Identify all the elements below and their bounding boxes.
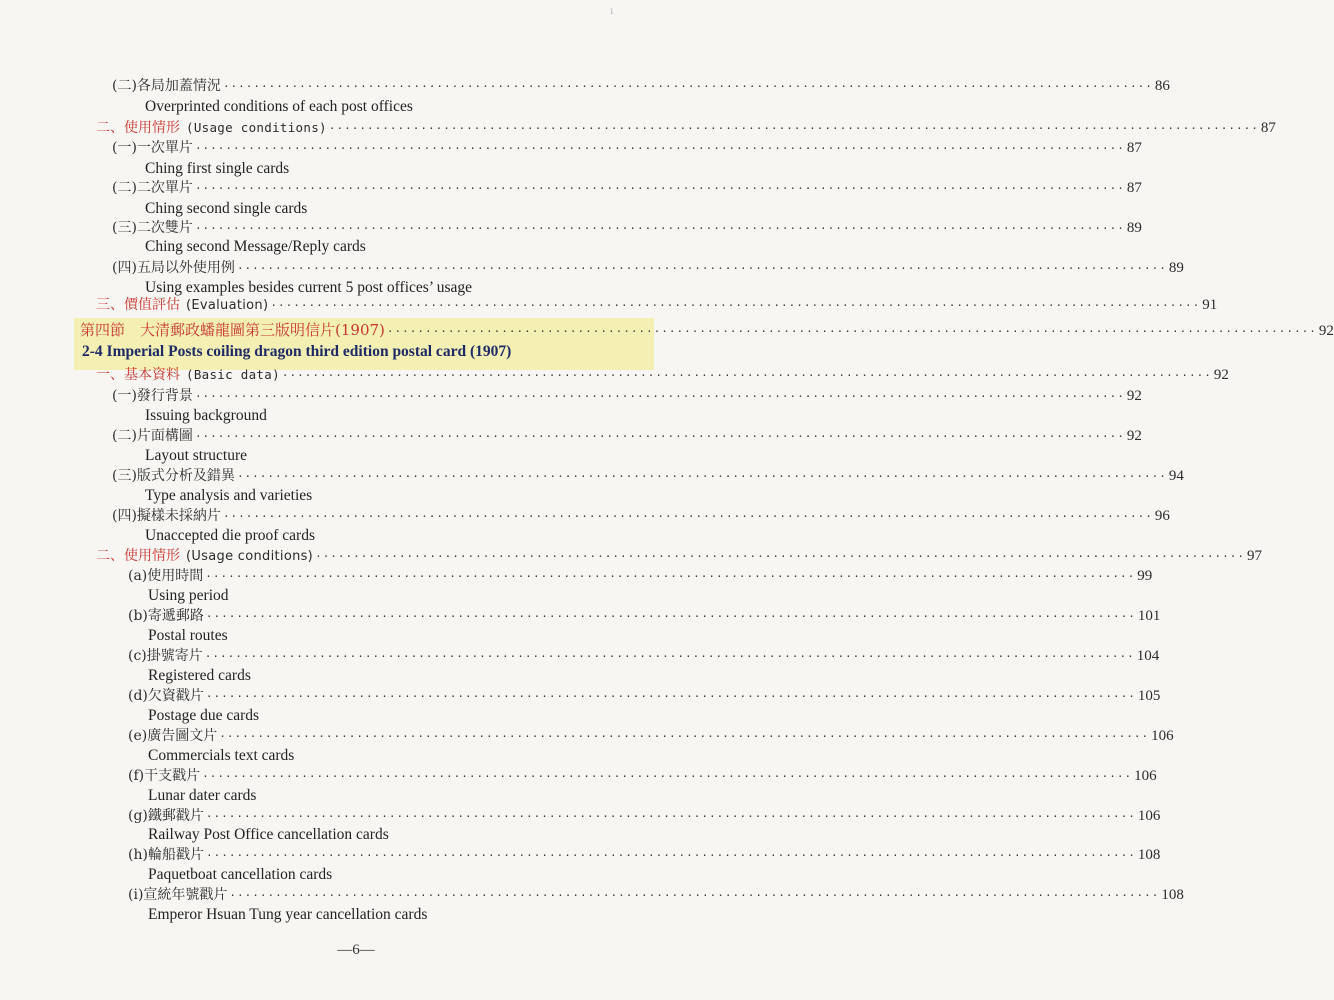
leader-dots: ·························································································································· [202,770,1133,783]
toc-page-number: 87 [1260,120,1276,136]
toc-subentry [0,885,1184,907]
leader-dots: ·························································································································· [328,122,1259,135]
leader-dots: ·························································································································· [236,262,1167,275]
toc-heading [0,365,1229,387]
toc-entry [0,76,1170,98]
toc-heading-english: (Basic data) [186,367,280,382]
toc-entry-title: (f)干支戳片 [128,768,201,784]
toc-heading-title: 二、使用情形 [96,120,180,136]
toc-page-number: 99 [1137,568,1153,584]
toc-entry-title: (四)擬樣未採納片 [112,508,221,524]
toc-entry [0,426,1142,448]
toc-page-number: 106 [1151,728,1174,744]
toc-heading-title: 三、價值評估 [96,297,180,313]
toc-page-number: 94 [1168,468,1184,484]
toc-heading-english: (Evaluation) [186,298,269,313]
toc-entry [0,466,1184,488]
leader-dots: ·························································································································· [194,142,1125,155]
toc-entry-title: (三)二次雙片 [112,220,193,236]
section-title: 第四節 大清郵政蟠龍圖第三版明信片(1907) [80,321,385,339]
toc-entry-title: (二)各局加蓋情況 [112,78,221,94]
toc-page-number: 96 [1154,508,1170,524]
toc-entry-title: (三)版式分析及錯異 [112,468,235,484]
toc-heading-english: (Usage conditions) [186,120,327,135]
toc-entry [0,178,1142,200]
toc-page-number: 106 [1137,808,1161,824]
toc-page-number: 89 [1168,260,1184,276]
toc-page-number: 108 [1137,847,1161,863]
toc-entry-english: Layout structure [145,447,248,464]
toc-entry-english: Ching second Message/Reply cards [145,238,366,255]
toc-page-number: 87 [1126,180,1142,196]
leader-dots: ·························································································································· [205,849,1136,862]
leader-dots: ·························································································································· [205,610,1136,623]
leader-dots: ·························································································································· [222,510,1153,523]
toc-page-number: 86 [1154,78,1170,94]
toc-page-number: 87 [1126,140,1142,156]
toc-entry-english: Using examples besides current 5 post offices’ usage [145,279,472,296]
toc-page-number: 91 [1202,297,1218,313]
toc-entry-title: (h)輪船戳片 [128,847,204,863]
toc-entry-english: Commercials text cards [148,747,295,764]
toc-entry-title: (二)二次單片 [112,180,193,196]
leader-dots: ·························································································································· [194,430,1125,443]
toc-subentry [0,646,1160,668]
toc-heading-title: 一、基本資料 [96,367,180,383]
toc-entry-title: (d)欠資戳片 [128,688,204,704]
toc-subentry [0,686,1161,708]
toc-heading [0,118,1276,140]
leader-dots: ·························································································································· [194,390,1125,403]
leader-dots: ·························································································································· [194,182,1125,195]
toc-entry-title: (c)掛號寄片 [128,648,203,664]
toc-heading [0,546,1263,568]
toc-page-number: 106 [1134,768,1157,784]
toc-subentry [0,606,1161,628]
toc-page-number: 105 [1137,688,1161,704]
leader-dots: ·························································································································· [281,369,1212,382]
toc-page-number: 92 [1126,388,1142,404]
toc-entry [0,138,1142,160]
leader-dots: ·························································································································· [222,80,1153,93]
toc-heading-title: 二、使用情形 [96,548,180,564]
toc-entry-title: (b)寄遞郵路 [128,608,204,624]
toc-entry-title: (a)使用時間 [128,568,204,584]
toc-subentry [0,566,1153,588]
toc-heading-english: (Usage conditions) [186,549,314,564]
toc-entry-english: Registered cards [148,667,251,684]
leader-dots: ·························································································································· [270,299,1201,312]
toc-entry-english: Ching second single cards [145,200,308,217]
leader-dots: ·························································································································· [386,325,1317,338]
toc-entry-title: (一)一次單片 [112,140,193,156]
leader-dots: ·························································································································· [205,690,1136,703]
toc-page-number: 108 [1161,887,1184,903]
toc-entry-english: Postage due cards [148,707,260,724]
toc-entry-english: Using period [148,587,229,604]
toc-entry-title: (二)片面構圖 [112,428,193,444]
toc-page-number: 92 [1318,323,1334,339]
page-number-footer: —6— [337,942,375,958]
leader-dots: ·························································································································· [194,222,1125,235]
toc-entry [0,506,1170,528]
toc-page-number: 89 [1126,220,1142,236]
toc-subentry [0,726,1174,748]
toc-entry-title: (e)廣告圖文片 [128,728,218,744]
leader-dots: ·························································································································· [205,810,1136,823]
toc-entry [0,218,1142,240]
toc-entry-english: Lunar dater cards [148,787,257,804]
section-heading [0,320,1334,342]
toc-entry-english: Railway Post Office cancellation cards [148,826,389,843]
leader-dots: ·························································································································· [204,650,1135,663]
toc-page-number: 92 [1213,367,1229,383]
toc-page-number: 97 [1247,548,1263,564]
leader-dots: ·························································································································· [205,570,1136,583]
toc-page-number: 92 [1126,428,1142,444]
toc-entry [0,386,1142,408]
toc-page-number: 101 [1137,608,1161,624]
toc-entry-english: Issuing background [145,407,267,424]
toc-entry-english: Postal routes [148,627,228,644]
toc-entry-english: Type analysis and varieties [145,487,313,504]
toc-entry-title: (四)五局以外使用例 [112,260,235,276]
section-title-english: 2-4 Imperial Posts coiling dragon third edition postal card (1907) [82,343,512,360]
toc-subentry [0,845,1161,867]
leader-dots: ·························································································································· [219,730,1150,743]
toc-subentry [0,806,1161,828]
toc-entry-english: Ching first single cards [145,160,290,177]
corner-mark: ı [610,6,614,17]
toc-entry-english: Overprinted conditions of each post offices [145,98,413,115]
toc-entry-english: Unaccepted die proof cards [145,527,315,544]
toc-heading [0,295,1218,317]
leader-dots: ·························································································································· [236,470,1167,483]
toc-entry-english: Emperor Hsuan Tung year cancellation cards [148,906,428,923]
leader-dots: ·························································································································· [315,550,1246,563]
toc-entry-title: (g)鐵郵戳片 [128,808,204,824]
leader-dots: ·························································································································· [229,889,1160,902]
toc-entry-title: (i)宣統年號戳片 [128,887,228,903]
toc-entry [0,258,1184,280]
toc-page-number: 104 [1136,648,1160,664]
toc-subentry [0,766,1157,788]
toc-entry-title: (一)發行背景 [112,388,193,404]
toc-entry-english: Paquetboat cancellation cards [148,866,333,883]
